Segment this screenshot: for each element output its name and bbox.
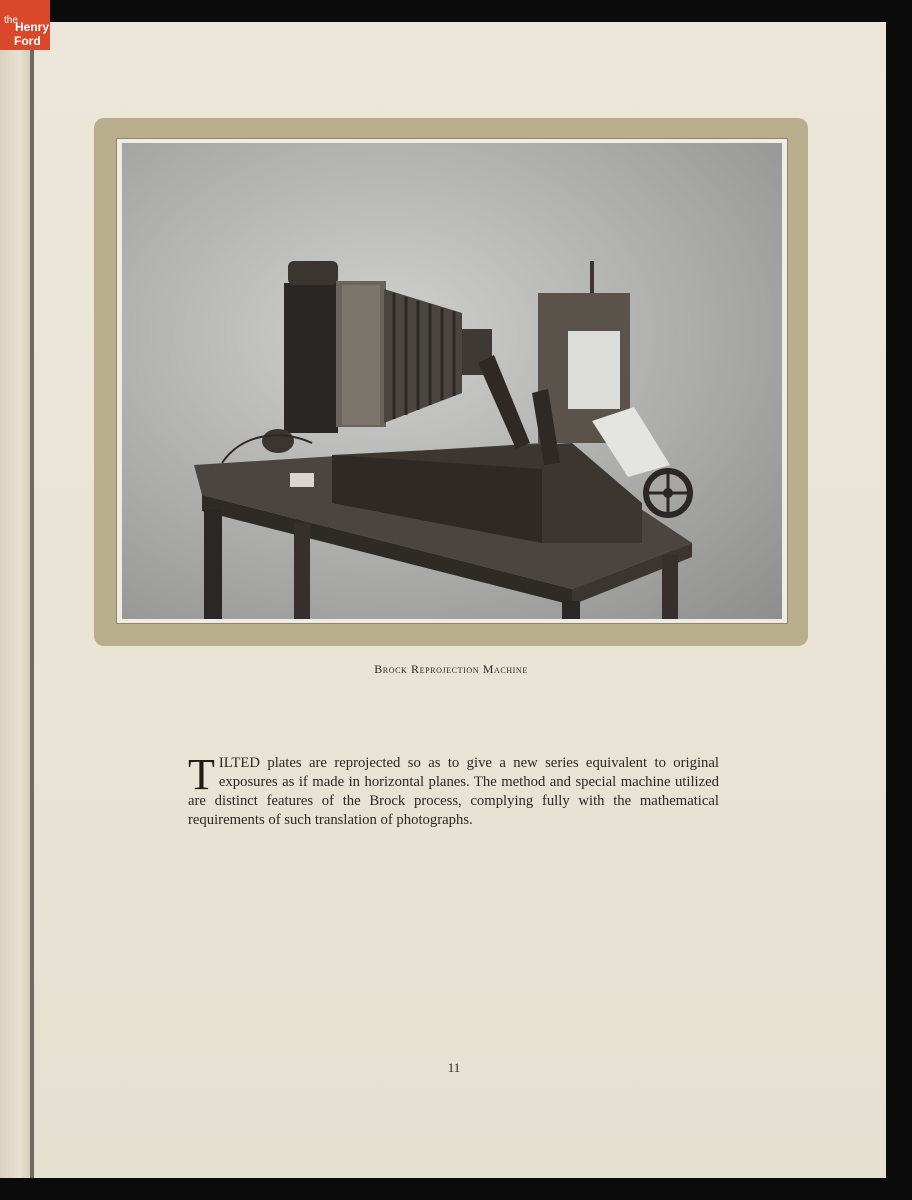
drop-cap: T [188, 750, 215, 799]
machine-photograph [122, 143, 782, 619]
henry-ford-logo [0, 0, 50, 50]
photo-frame [116, 138, 788, 624]
body-paragraph [188, 750, 719, 830]
logo-henry: Henry [15, 20, 50, 34]
page-number: 11 [447, 1060, 461, 1075]
paragraph-text: ILTED plates are reprojected so as to give a new series equivalent to original exposures as if made in horizontal planes. The method and special machine utilized are distinct features of the Brock process, complying fully with the mathematical requirements of such translation of photographs. [188, 755, 719, 828]
logo-the: the [4, 15, 18, 26]
left-page-edge [0, 22, 33, 1178]
logo-ford: Ford [14, 34, 41, 48]
photo-caption: Brock Reprojection Machine [374, 662, 528, 676]
photo-mount [94, 118, 808, 646]
